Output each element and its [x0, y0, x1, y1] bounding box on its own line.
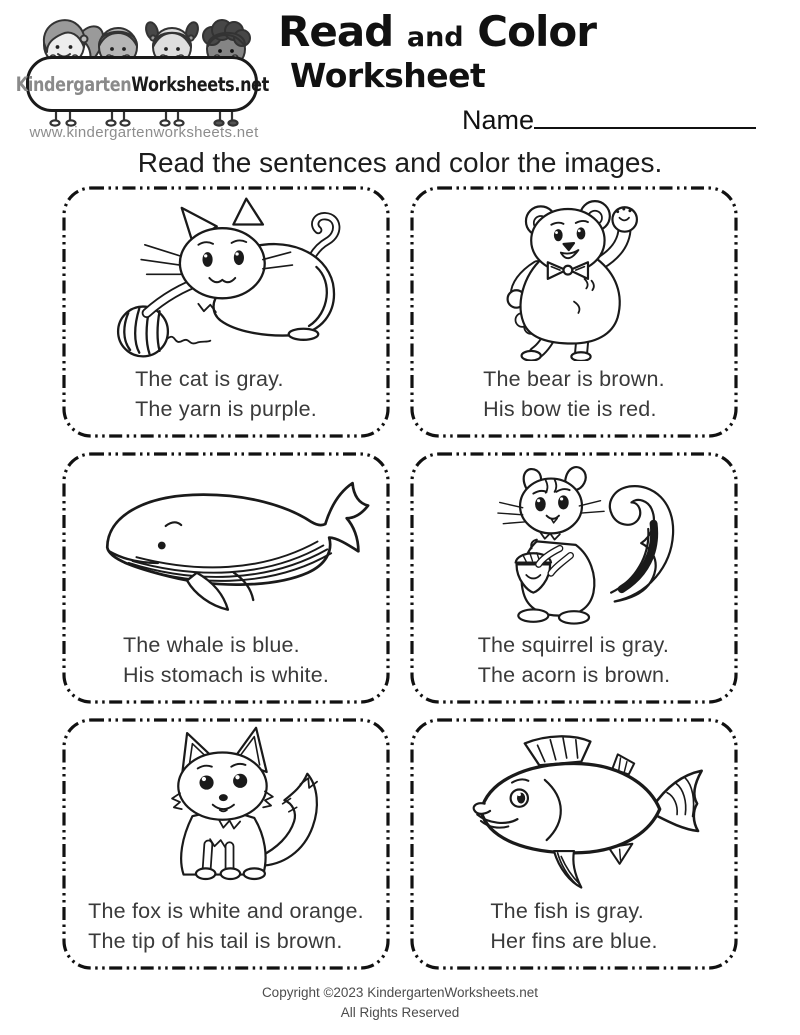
card-fish	[410, 718, 738, 970]
name-label: Name	[462, 105, 535, 135]
title-line1	[278, 7, 596, 56]
caption-line1: The whale is blue.	[122, 632, 300, 657]
fish-illustration	[410, 724, 738, 896]
title-word-color: Color	[477, 7, 596, 56]
cards-grid	[62, 186, 738, 970]
cat-illustration	[62, 192, 390, 364]
site-url: www.kindergartenworksheets.net	[29, 124, 259, 141]
title-word-and: and	[406, 22, 464, 53]
logo-text-worksheets: Worksheets.net	[130, 72, 269, 96]
page-title	[278, 7, 596, 96]
caption-line2: His bow tie is red.	[483, 397, 657, 422]
card-cat	[62, 186, 390, 438]
name-blank-line[interactable]	[534, 103, 756, 129]
caption-line2: The yarn is purple.	[135, 397, 317, 422]
caption-line2: His stomach is white.	[122, 663, 330, 688]
footer-rights: All Rights Reserved	[340, 1004, 460, 1020]
squirrel-illustration	[410, 458, 738, 630]
caption-line1: The bear is brown.	[483, 366, 665, 391]
name-row	[462, 103, 756, 136]
caption-line2: Her fins are blue.	[490, 929, 658, 954]
card-caption	[62, 896, 390, 957]
caption-line2: The tip of his tail is brown.	[88, 929, 343, 954]
caption-line1: The fish is gray.	[490, 898, 644, 923]
card-bear	[410, 186, 738, 438]
bear-illustration	[410, 192, 738, 364]
caption-line1: The cat is gray.	[135, 366, 284, 391]
instruction-text: Read the sentences and color the images.	[137, 147, 663, 178]
title-word-read: Read	[278, 7, 394, 56]
card-fox	[62, 718, 390, 970]
card-squirrel	[410, 452, 738, 704]
card-caption	[410, 896, 738, 957]
card-caption	[410, 630, 738, 691]
card-caption	[62, 630, 390, 691]
caption-line2: The acorn is brown.	[477, 663, 671, 688]
footer-copyright: Copyright ©2023 KindergartenWorksheets.net	[261, 985, 539, 1000]
caption-line1: The squirrel is gray.	[477, 632, 670, 657]
fox-illustration	[62, 724, 390, 896]
footer	[0, 983, 800, 1022]
logo-text-kindergarten: Kindergarten	[15, 72, 131, 96]
logo-text	[15, 73, 268, 96]
whale-illustration	[62, 458, 390, 630]
site-logo	[15, 12, 269, 141]
caption-line1: The fox is white and orange.	[88, 898, 364, 923]
logo-banner	[15, 56, 269, 112]
card-caption	[62, 364, 390, 425]
card-caption	[410, 364, 738, 425]
title-line2: Worksheet	[290, 56, 486, 96]
card-whale	[62, 452, 390, 704]
